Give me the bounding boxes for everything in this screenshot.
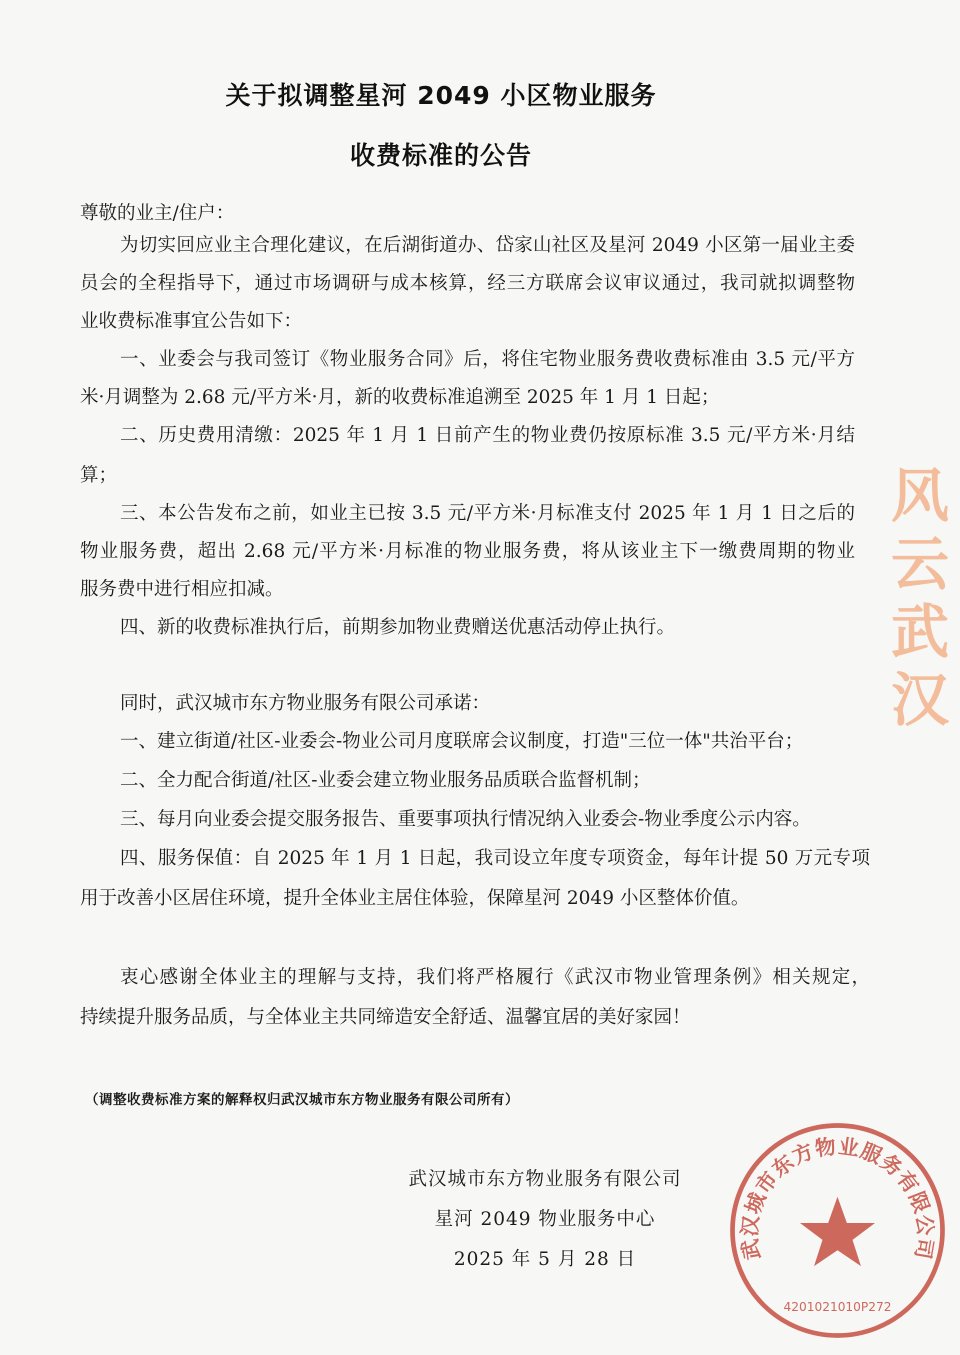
notice-title-line-2: 收费标准的公告 (349, 141, 532, 170)
item-4 (80, 609, 855, 647)
item-line: 算； (80, 465, 118, 486)
watermark-char: 武 (890, 598, 949, 666)
notice-title-line-1: 关于拟调整星河 2049 小区物业服务 (225, 81, 657, 110)
seal-number: 4201021010P272 (783, 1300, 892, 1315)
item-line: 米·月调整为 2.68 元/平方米·月，新的收费标准追溯至 2025 年 1 月 1 日起； (80, 387, 720, 408)
commitment-line: 四、服务保值：自 2025 年 1 月 1 日起，我司设立年度专项资金，每年计提 50 万元专项 (120, 848, 870, 869)
item-line: 三、本公告发布之前，如业主已按 3.5 元/平方米·月标准支付 2025 年 1 月 1 日之后的 (120, 503, 855, 524)
signature-company: 武汉城市东方物业服务有限公司 (408, 1169, 682, 1190)
item-line: 四、新的收费标准执行后，前期参加物业费赠送优惠活动停止执行。 (120, 617, 676, 638)
closing-line: 持续提升服务品质，与全体业主共同缔造安全舒适、温馨宜居的美好家园！ (80, 1007, 691, 1028)
item-line: 物业服务费，超出 2.68 元/平方米·月标准的物业服务费，将从该业主下一缴费周期的物业 (80, 541, 855, 562)
commitment-1 (80, 723, 855, 761)
watermark-char: 风 (890, 462, 949, 530)
intro-line: 员会的全程指导下，通过市场调研与成本核算，经三方联席会议审议通过，我司就拟调整物 (80, 273, 855, 294)
commitment-line: 三、每月向业委会提交服务报告、重要事项执行情况纳入业委会-物业季度公示内容。 (120, 809, 811, 830)
signature-date: 2025 年 5 月 28 日 (453, 1249, 637, 1270)
commitment-3 (80, 801, 855, 839)
item-3 (80, 495, 855, 609)
closing-paragraph (80, 959, 870, 1037)
intro-paragraph (80, 227, 855, 341)
company-seal (725, 1118, 950, 1343)
commitment-intro-text: 同时，武汉城市东方物业服务有限公司承诺： (120, 693, 491, 714)
commitment-intro (80, 685, 855, 723)
watermark (888, 462, 952, 734)
seal-text: 武汉城市东方物业服务有限公司 (737, 1134, 938, 1262)
watermark-char: 汉 (890, 666, 949, 734)
closing-line: 衷心感谢全体业主的理解与支持，我们将严格履行《武汉市物业管理条例》相关规定， (120, 967, 870, 988)
star-icon (800, 1197, 875, 1266)
commitment-line: 一、建立街道/社区-业委会-物业公司月度联席会议制度，打造"三位一体"共治平台； (120, 731, 804, 752)
item-line: 二、历史费用清缴：2025 年 1 月 1 日前产生的物业费仍按原标准 3.5 元/平方米·月结 (120, 425, 855, 446)
item-line: 服务费中进行相应扣减。 (80, 579, 284, 600)
salutation-text: 尊敬的业主/住户： (80, 203, 235, 224)
signature-center: 星河 2049 物业服务中心 (434, 1209, 656, 1230)
commitment-4 (80, 840, 870, 918)
intro-line: 为切实回应业主合理化建议，在后湖街道办、岱家山社区及星河 2049 小区第一届业主委 (120, 235, 855, 256)
item-line: 一、业委会与我司签订《物业服务合同》后，将住宅物业服务费收费标准由 3.5 元/平方 (120, 349, 855, 370)
interpretation-note: （调整收费标准方案的解释权归武汉城市东方物业服务有限公司所有） (85, 1092, 519, 1108)
commitment-2 (80, 762, 855, 800)
intro-line: 业收费标准事宜公告如下： (80, 311, 303, 332)
item-1 (80, 341, 855, 417)
item-2 (80, 417, 855, 495)
watermark-char: 云 (890, 530, 949, 598)
commitment-line: 用于改善小区居住环境，提升全体业主居住体验，保障星河 2049 小区整体价值。 (80, 888, 750, 909)
commitment-line: 二、全力配合街道/社区-业委会建立物业服务品质联合监督机制； (120, 770, 651, 791)
